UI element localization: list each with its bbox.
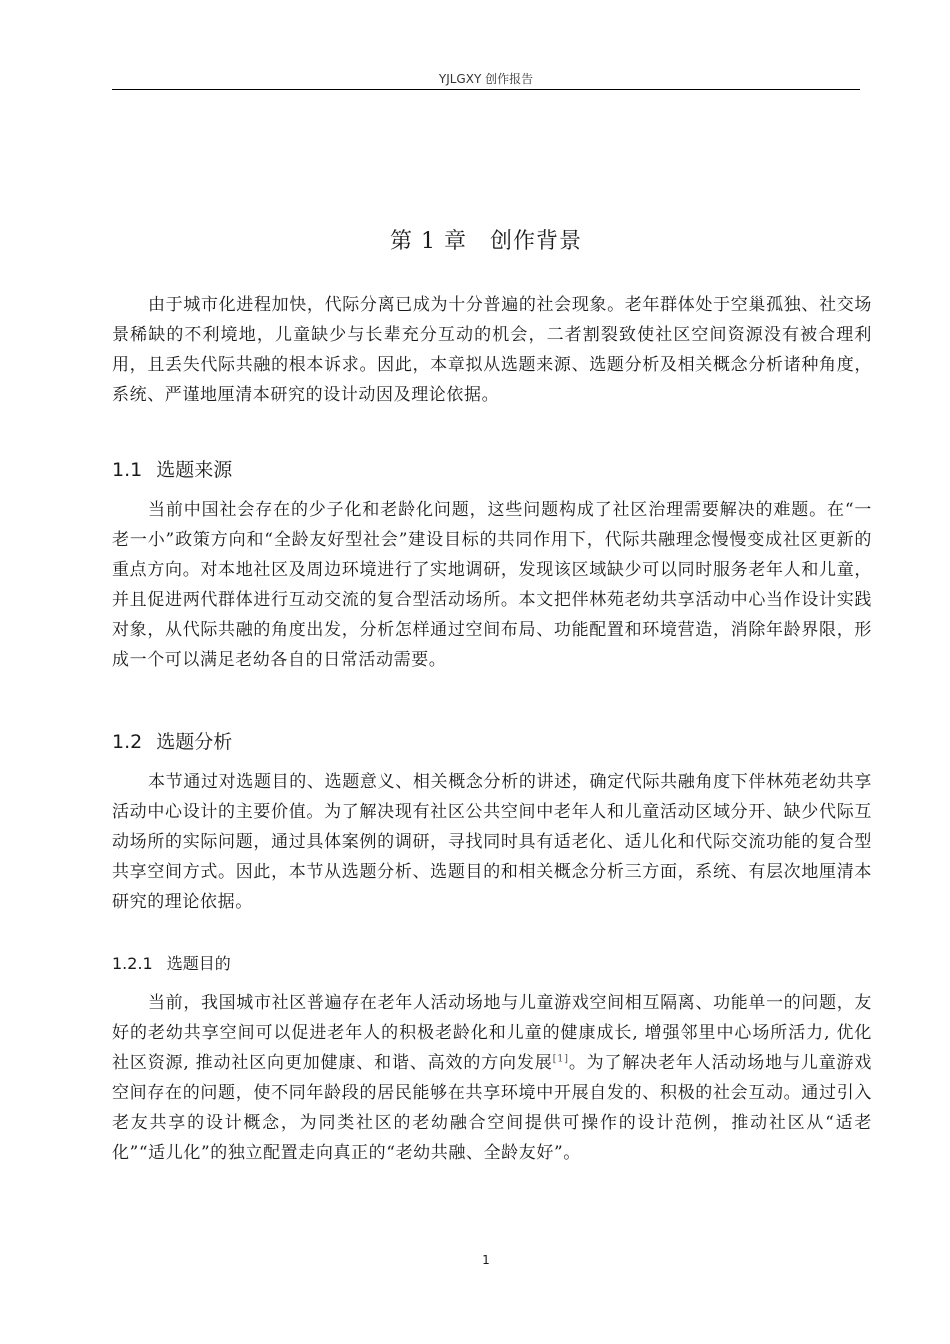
paragraph-text: 当前，我国城市社区普遍存在老年人活动场地与儿童游戏空间相互隔离、功能单一的问题，友好的老幼共享空间可以促进老年人的积极老龄化和儿童的健康成长, 增强邻里中心场所活力, 优化社区资源, 推动社区向更加健康、和谐、高效的方向发展	[112, 993, 872, 1073]
section-heading-1-2	[112, 727, 232, 754]
section-title: 选题分析	[156, 731, 233, 753]
section-1-1-paragraph: 当前中国社会存在的少子化和老龄化问题，这些问题构成了社区治理需要解决的难题。在“一老一小”政策方向和“全龄友好型社会”建设目标的共同作用下，代际共融理念慢慢变成社区更新的重点方向。对本地社区及周边环境进行了实地调研，发现该区域缺少可以同时服务老年人和儿童，并且促进两代群体进行互动交流的复合型活动场所。本文把伴林苑老幼共享活动中心当作设计实践对象，从代际共融的角度出发，分析怎样通过空间布局、功能配置和环境营造，消除年龄界限，形成一个可以满足老幼各自的日常活动需要。	[112, 500, 872, 670]
section-number: 1.1	[112, 459, 143, 481]
paragraph-text: 。为了解决老年人活动场地与儿童游戏空间存在的问题，使不同年龄段的居民能够在共享环境中开展自发的、积极的社会互动。通过引入老友共享的设计概念，为同类社区的老幼融合空间提供可操作的设计范例，推动社区从“适老化”“适儿化”的独立配置走向真正的“老幼共融、全龄友好”。	[112, 1053, 872, 1163]
subsection-number: 1.2.1	[112, 954, 153, 973]
header-divider	[112, 89, 860, 90]
intro-paragraph: 由于城市化进程加快，代际分离已成为十分普遍的社会现象。老年群体处于空巢孤独、社交场景稀缺的不利境地，儿童缺少与长辈充分互动的机会，二者割裂致使社区空间资源没有被合理利用，且丢失代际共融的根本诉求。因此，本章拟从选题来源、选题分析及相关概念分析诸种角度，系统、严谨地厘清本研究的设计动因及理论依据。	[112, 295, 872, 405]
section-1-2-paragraph: 本节通过对选题目的、选题意义、相关概念分析的讲述，确定代际共融角度下伴林苑老幼共享活动中心设计的主要价值。为了解决现有社区公共空间中老年人和儿童活动区域分开、缺少代际互动场所的实际问题，通过具体案例的调研，寻找同时具有适老化、适儿化和代际交流功能的复合型共享空间方式。因此，本节从选题分析、选题目的和相关概念分析三方面，系统、有层次地厘清本研究的理论依据。	[112, 772, 872, 912]
subsection-1-2-1-paragraph	[112, 988, 872, 1168]
section-number: 1.2	[112, 731, 143, 753]
page-header: YJLGXY 创作报告	[438, 72, 534, 86]
citation-marker[interactable]: [1]	[552, 1053, 569, 1065]
page-number: 1	[482, 1253, 490, 1267]
section-title: 选题来源	[156, 459, 233, 481]
chapter-title: 第 1 章 创作背景	[390, 229, 582, 254]
subsection-title: 选题目的	[166, 954, 231, 973]
subsection-heading-1-2-1	[112, 951, 231, 974]
section-heading-1-1	[112, 455, 232, 482]
